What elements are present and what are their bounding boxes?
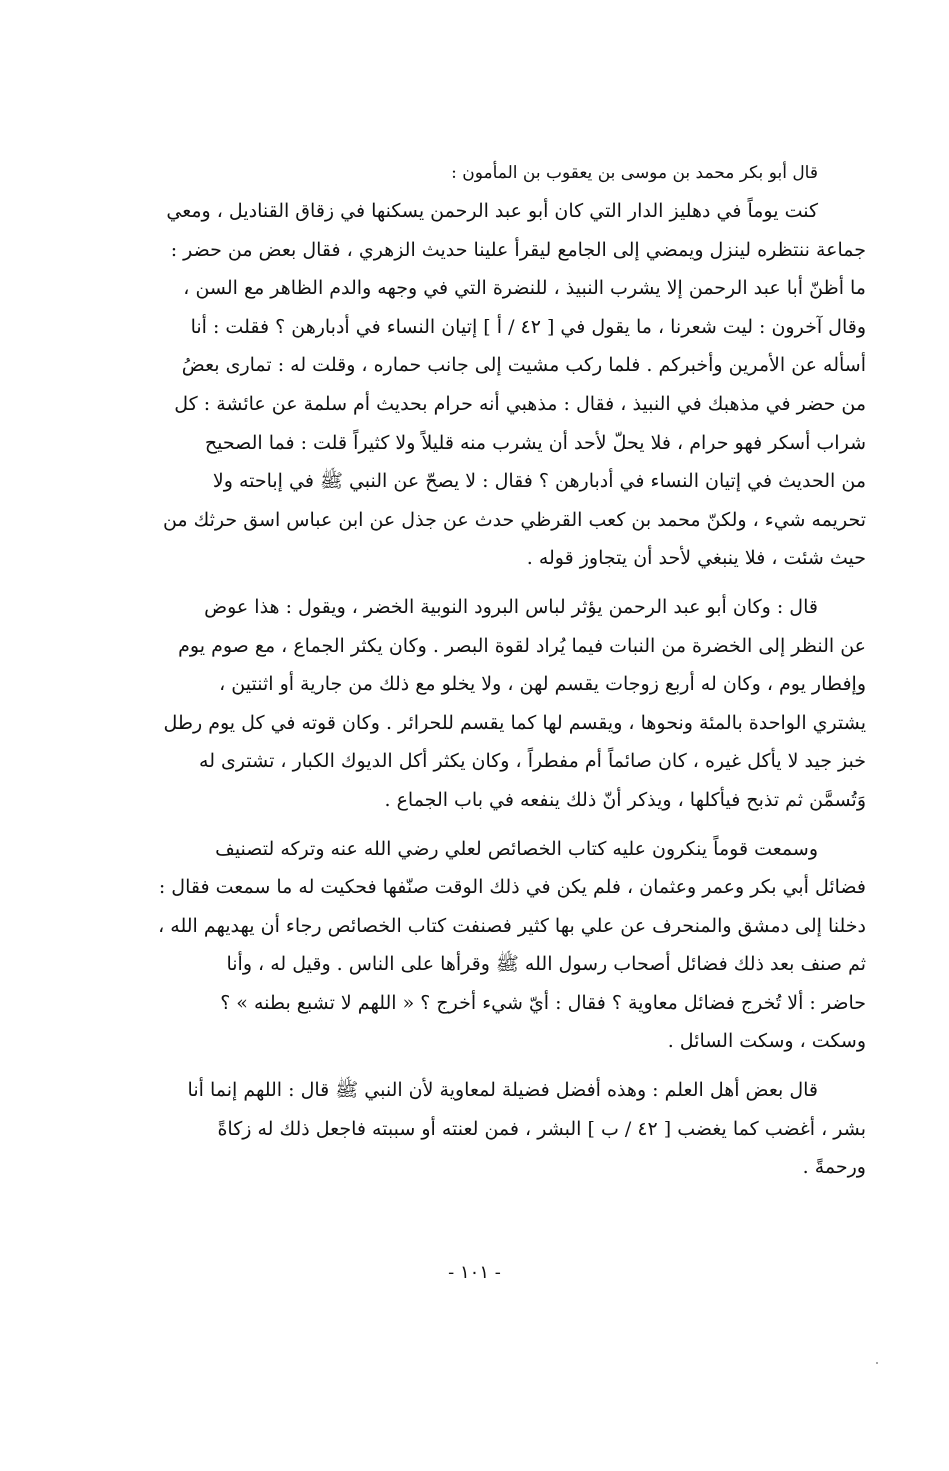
paragraph-line: ورحمةً .	[802, 1156, 866, 1179]
paragraph-line: كنت يوماً في دهليز الدار التي كان أبو عبد الرحمن يسكنها في زقاق القناديل ، ومعي	[166, 200, 818, 222]
paragraph-line: من الحديث في إتيان النساء في أدبارهن ؟ فقال : لا يصحّ عن النبي ﷺ في إباحته ولا	[212, 470, 866, 493]
paragraph-line: فضائل أبي بكر وعمر وعثمان ، فلم يكن في ذلك الوقت صنّفها فحكيت له ما سمعت فقال :	[158, 876, 866, 899]
paragraph-4	[150, 1071, 866, 1187]
paragraph-line: وإفطار يوم ، وكان له أربع زوجات يقسم لهن ، ولا يخلو مع ذلك من جارية أو اثنتين ،	[219, 673, 866, 696]
paragraph-1	[150, 192, 866, 578]
paragraph-line: من حضر في مذهبك في النبيذ ، فقال : مذهبي أنه حرام بحديث أم سلمة عن عائشة : كل	[174, 392, 866, 415]
paragraph-line: أسأله عن الأمرين وأخبركم . فلما ركب مشيت إلى جانب حماره ، وقلت له : تمارى بعضُ	[181, 354, 866, 377]
paragraph-line: ما أظنّ أبا عبد الرحمن إلا يشرب النبيذ ، للنضرة التي في وجهه والدم الظاهر مع السن ،	[183, 277, 866, 300]
paragraph-line: قال : وكان أبو عبد الرحمن يؤثر لباس البرود النوبية الخضر ، ويقول : هذا عوض	[204, 595, 818, 618]
paragraph-line: شراب أسكر فهو حرام ، فلا يحلّ لأحد أن يشرب منه قليلاً ولا كثيراً قلت : فما الصحيح	[204, 431, 866, 454]
paragraph-line: وقال آخرون : ليت شعرنا ، ما يقول في [ ٤٢ / أ ] إتيان النساء في أدبارهن ؟ فقلت : أنا	[190, 315, 866, 338]
paragraph-line: وسكت ، وسكت السائل .	[667, 1030, 866, 1053]
scan-speck	[876, 1362, 878, 1364]
paragraph-line: خبز جيد لا يأكل غيره ، كان صائماً أم مفطراً ، وكان يكثر أكل الديوك الكبار ، تشترى له	[199, 750, 866, 773]
paragraph-line: وَتُسمَّن ثم تذبح فيأكلها ، ويذكر أنّ ذلك ينفعه في باب الجماع .	[384, 788, 866, 811]
paragraph-line: دخلنا إلى دمشق والمنحرف عن علي بها كثير فصنفت كتاب الخصائص رجاء أن يهديهم الله ،	[158, 914, 866, 937]
paragraph-line: قال بعض أهل العلم : وهذه أفضل فضيلة لمعاوية لأن النبي ﷺ قال : اللهم إنما أنا	[187, 1079, 818, 1102]
paragraph-line: عن النظر إلى الخضرة من النبات فيما يُراد لقوة البصر . وكان يكثر الجماع ، مع صوم يوم	[178, 634, 866, 657]
intro-line: قال أبو بكر محمد بن موسى بن يعقوب بن المأمون :	[451, 163, 818, 183]
paragraph-line: جماعة ننتظره لينزل ويمضي إلى الجامع ليقرأ علينا حديث الزهري ، فقال بعض من حضر :	[170, 238, 866, 261]
paragraph-line: حيث شئت ، فلا ينبغي لأحد أن يتجاوز قوله .	[526, 547, 866, 570]
page-number: - ١٠١ -	[448, 1262, 501, 1283]
paragraph-line: يشتري الواحدة بالمئة ونحوها ، ويقسم لها كما يقسم للحرائر . وكان قوته في كل يوم رطل	[163, 711, 866, 734]
paragraph-line: وسمعت قوماً ينكرون عليه كتاب الخصائص لعلي رضي الله عنه وتركه لتصنيف	[215, 837, 818, 860]
paragraph-line: حاضر : ألا تُخرج فضائل معاوية ؟ فقال : أيّ شيء أخرج ؟ « اللهم لا تشبع بطنه » ؟	[220, 991, 866, 1014]
paragraph-line: تحريمه شيء ، ولكنّ محمد بن كعب القرظي حدث عن جذل عن ابن عباس اسق حرثك من	[162, 508, 866, 531]
paragraph-2	[150, 588, 866, 820]
page-body	[150, 158, 866, 1197]
paragraph-line: بشر ، أغضب كما يغضب [ ٤٢ / ب ] البشر ، فمن لعنته أو سببته فاجعل ذلك له زكاةً	[217, 1117, 866, 1140]
paragraph-3	[150, 830, 866, 1062]
paragraph-line: ثم صنف بعد ذلك فضائل أصحاب رسول الله ﷺ وقرأها على الناس . وقيل له ، وأنا	[226, 953, 866, 976]
